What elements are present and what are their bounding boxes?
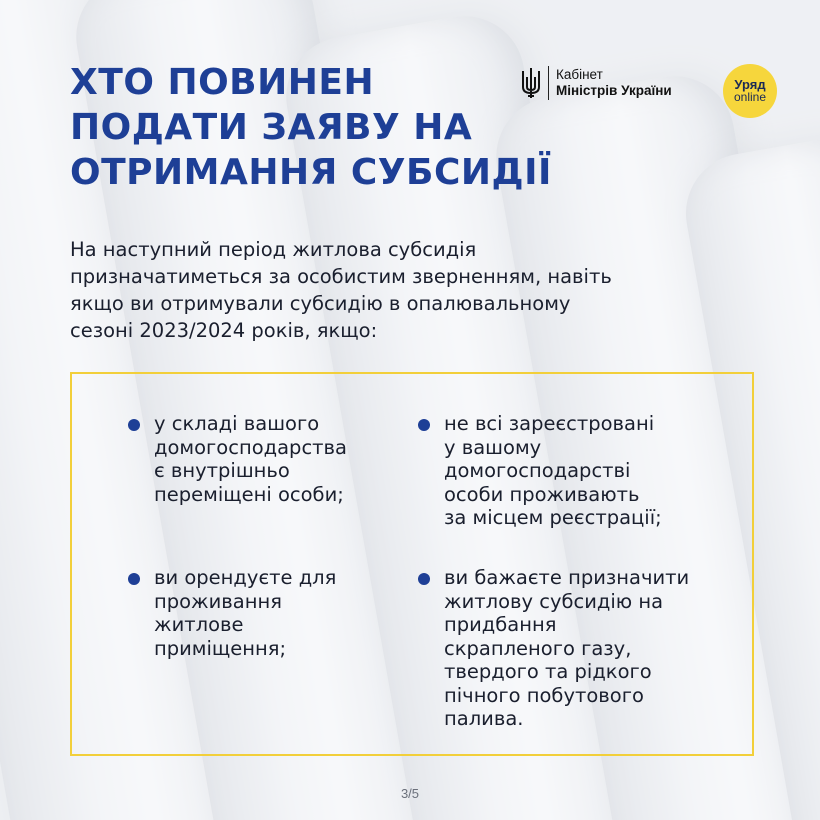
intro-line: якщо ви отримували субсидію в опалювальному: [70, 292, 571, 315]
condition-line: ви бажаєте призначити: [444, 566, 690, 589]
condition-line: палива.: [444, 707, 524, 730]
uryad-online-logo: [723, 64, 777, 118]
condition-line: у вашому: [444, 435, 542, 459]
condition-line: є внутрішньо: [154, 459, 290, 482]
condition-line: домогосподарстві: [444, 459, 631, 482]
condition-item-registration: [418, 412, 662, 530]
condition-item-rent: [128, 566, 336, 660]
page-indicator: 3/5: [400, 786, 420, 801]
cabinet-of-ministers-logo: [520, 66, 672, 100]
bullet-dot-icon: [418, 573, 430, 585]
title-line: ОТРИМАННЯ СУБСИДІЇ: [70, 152, 552, 193]
condition-line: за місцем реєстрації;: [444, 506, 662, 529]
intro-line: призначатиметься за особистим зверненням, навіть: [70, 265, 612, 288]
condition-line: переміщені особи;: [154, 482, 344, 506]
condition-line: житлове: [154, 613, 244, 636]
condition-item-idp: [128, 412, 347, 506]
bullet-dot-icon: [128, 573, 140, 585]
condition-line: скрапленого газу,: [444, 636, 632, 660]
uryad-logo-line1: Уряд: [734, 77, 766, 92]
page-title: [70, 60, 570, 195]
bullet-dot-icon: [418, 419, 430, 431]
condition-item-fuel: [418, 566, 689, 731]
intro-line: На наступний період житлова субсидія: [70, 238, 477, 261]
condition-line: житлову субсидію на: [444, 589, 664, 613]
title-line: ХТО ПОВИНЕН: [70, 62, 375, 103]
title-line: ПОДАТИ ЗАЯВУ НА: [70, 107, 473, 148]
condition-line: приміщення;: [154, 636, 287, 660]
cabinet-logo-line2: Міністрів України: [556, 83, 672, 98]
uryad-logo-line2: online: [733, 90, 767, 104]
cabinet-logo-line1: Кабінет: [556, 67, 603, 82]
condition-line: пічного побутового: [444, 683, 644, 707]
bullet-dot-icon: [128, 419, 140, 431]
condition-line: проживання: [154, 589, 282, 613]
intro-line: сезоні 2023/2024 років, якщо:: [70, 319, 378, 342]
condition-line: придбання: [444, 613, 557, 636]
condition-line: ви орендуєте для: [154, 566, 337, 589]
condition-line: домогосподарства: [154, 435, 347, 459]
condition-line: твердого та рідкого: [444, 660, 652, 683]
trident-icon: [520, 67, 542, 99]
condition-line: не всі зареєстровані: [444, 412, 655, 435]
intro-paragraph: [70, 236, 770, 344]
condition-line: особи проживають: [444, 482, 640, 506]
condition-line: у складі вашого: [154, 412, 320, 435]
